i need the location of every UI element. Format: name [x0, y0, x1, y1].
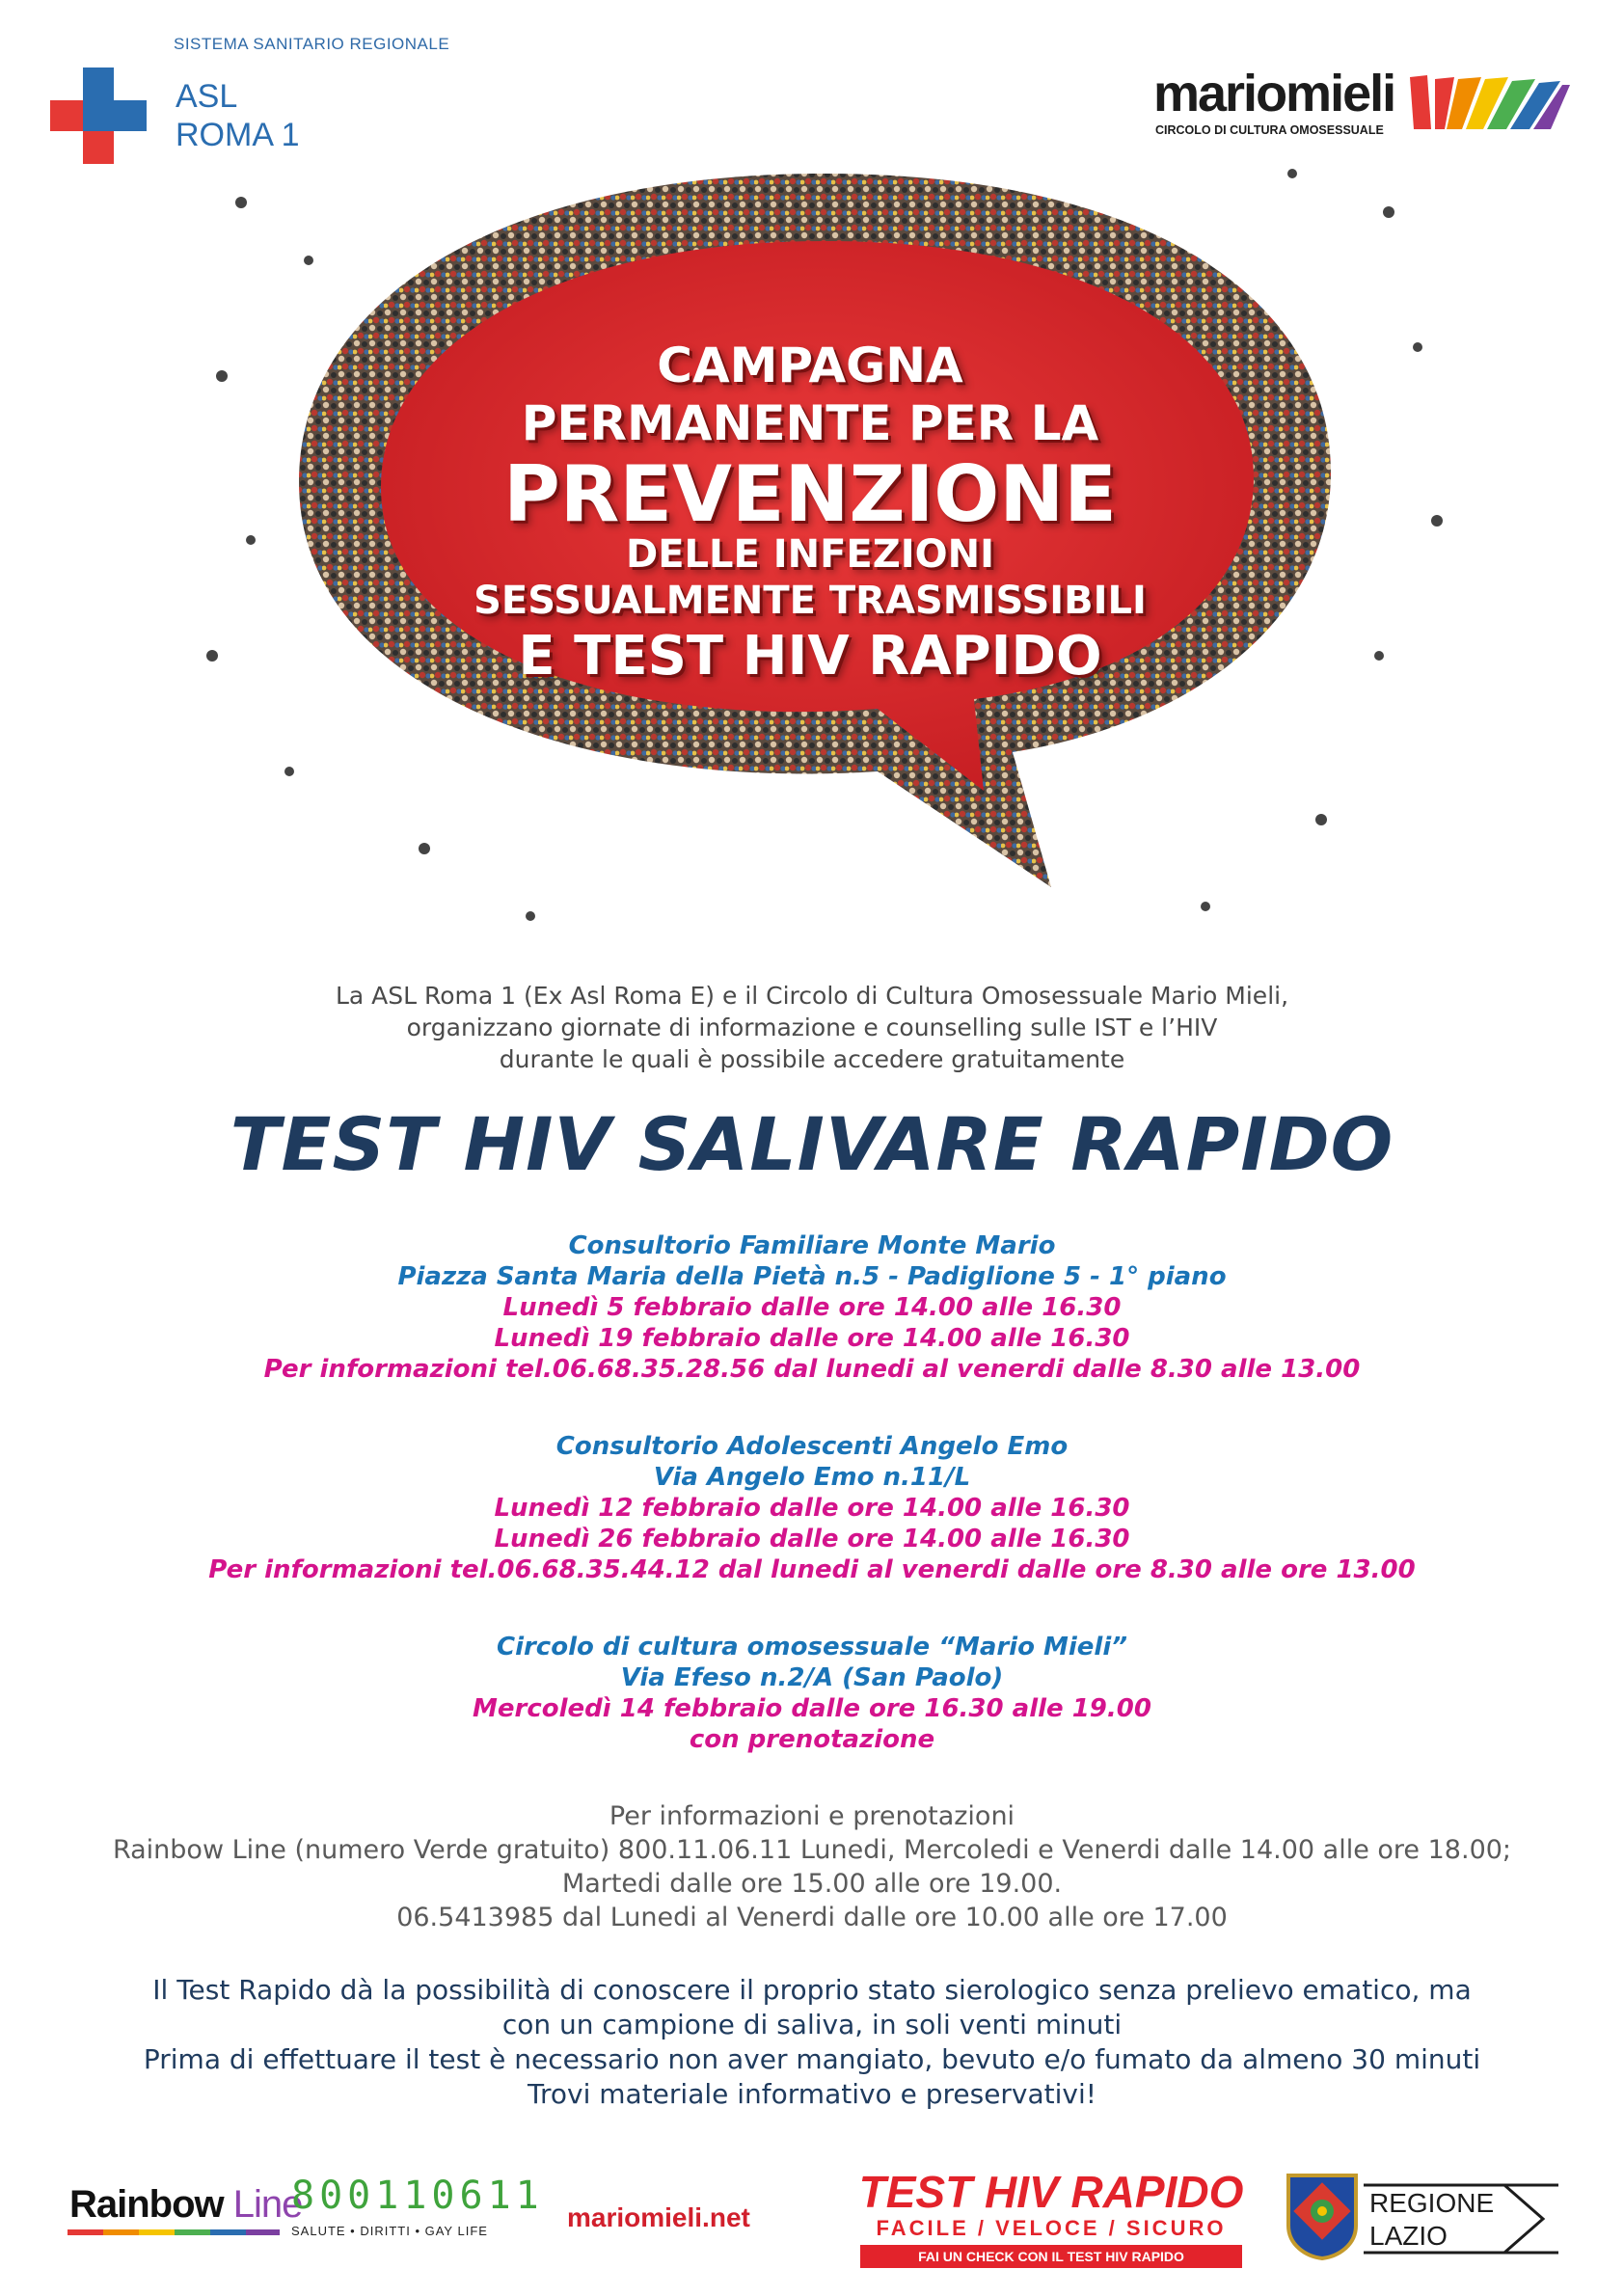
rainbow-line-logo: Rainbow Line: [69, 2183, 303, 2226]
mariomieli-website-link[interactable]: mariomieli.net: [567, 2202, 750, 2232]
rainbow-stripe-icon: [68, 2229, 280, 2235]
rainbow-line-tagline: SALUTE • DIRITTI • GAY LIFE: [291, 2224, 488, 2238]
test-hiv-rapido-subtitle: FACILE / VELOCE / SICURO: [876, 2216, 1227, 2240]
regione-lazio-crest-icon: [1283, 2172, 1362, 2260]
hero-line-5: SESSUALMENTE TRASMISSIBILI: [474, 579, 1147, 623]
test-hiv-rapido-banner: FAI UN CHECK CON IL TEST HIV RAPIDO: [860, 2245, 1242, 2268]
asl-cross-logo: [50, 68, 147, 164]
rainbow-flag-logo: [1406, 69, 1570, 137]
asl-system-label: SISTEMA SANITARIO REGIONALE: [174, 35, 450, 53]
test-hiv-rapido-logo: TEST HIV RAPIDO: [858, 2167, 1244, 2217]
asl-name: ASL ROMA 1: [176, 78, 300, 153]
hero-line-3: PREVENZIONE: [503, 449, 1117, 539]
contact-info: Per informazioni e prenotazioni Rainbow Line (numero Verde gratuito) 800.11.06.11 Lunedi, Mercoledi e Venerdi dalle 14.00 alle ore 18.00; Martedi dalle ore 15.00 alle ore 19.00. 06.5413985 dal Lunedi al Venerdi dalle ore 10.00 alle ore 17.00: [112, 1801, 1512, 1932]
hero-line-4: DELLE INFEZIONI: [625, 532, 994, 577]
rainbow-line-number: 800110611: [291, 2174, 544, 2218]
main-title: TEST HIV SALIVARE RAPIDO: [230, 1101, 1394, 1187]
venue-monte-mario: Consultorio Familiare Monte Mario Piazza Santa Maria della Pietà n.5 - Padiglione 5 - 1° piano Lunedì 5 febbraio dalle ore 14.00 alle 16.30 Lunedì 19 febbraio dalle ore 14.00 alle 16.30 Per informazioni tel.06.68.35.28.56 dal lunedi al venerdi dalle 8.30 alle 13.00: [263, 1231, 1361, 1384]
hero-line-2: PERMANENTE PER LA: [521, 395, 1099, 451]
mariomieli-logo-subtitle: CIRCOLO DI CULTURA OMOSESSUALE: [1155, 123, 1384, 137]
venue-mario-mieli: Circolo di cultura omosessuale “Mario Mieli” Via Efeso n.2/A (San Paolo) Mercoledì 14 febbraio dalle ore 16.30 alle 19.00 con prenotazione: [473, 1633, 1151, 1754]
hero-line-6: E TEST HIV RAPIDO: [518, 625, 1102, 688]
venue-angelo-emo: Consultorio Adolescenti Angelo Emo Via Angelo Emo n.11/L Lunedì 12 febbraio dalle ore 14.00 alle 16.30 Lunedì 26 febbraio dalle ore 14.00 alle 16.30 Per informazioni tel.06.68.35.44.12 dal lunedi al venerdi dalle ore 8.30 alle ore 13.00: [208, 1432, 1416, 1584]
mariomieli-logo-word: mariomieli: [1153, 65, 1395, 122]
closing-paragraph: Il Test Rapido dà la possibilità di conoscere il proprio stato sierologico senza prelievo ematico, ma con un campione di saliva, in soli venti minuti Prima di effettuare il test è necessario non aver mangiato, bevuto e/o fumato da almeno 30 minuti Trovi materiale informativo e preservativi!: [143, 1974, 1481, 2110]
intro-paragraph: La ASL Roma 1 (Ex Asl Roma E) e il Circolo di Cultura Omosessuale Mario Mieli, organizzano giornate di informazione e counselling sulle IST e l’HIV durante le quali è possibile accedere gratuitamente: [335, 982, 1289, 1073]
regione-lazio-frame-icon: [1360, 2175, 1562, 2262]
hero-line-1: CAMPAGNA: [657, 338, 963, 393]
regione-lazio-logo-text: REGIONE LAZIO: [1369, 2188, 1495, 2251]
